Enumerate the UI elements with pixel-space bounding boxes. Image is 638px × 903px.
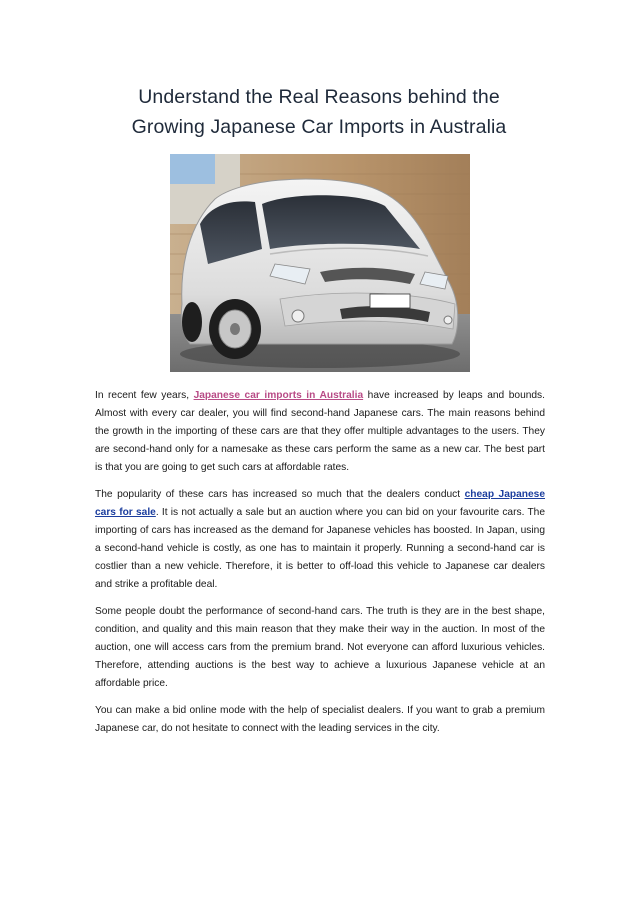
article-body [95,387,545,747]
japanese-car-imports-link[interactable]: Japanese car imports in Australia [193,390,364,401]
paragraph-1-text-a: In recent few years, [95,390,194,401]
title-line-2: Growing Japanese Car Imports in Australia [131,116,507,138]
paragraph-1 [95,387,545,477]
page-title [60,82,578,142]
paragraph-2 [95,486,545,594]
paragraph-1-text-b: have increased by leaps and bounds. Almost with every car dealer, you will find second-hand Japanese cars. The main reasons behind the growth in the importing of these cars are that they offer multiple advantages to the users. They are second-hand only for a namesake as these cars perform the same as a new car. The best part is that you are going to get such cars at affordable rates. [95,390,545,473]
car-illustration [170,154,470,372]
paragraph-2-text-a: The popularity of these cars has increased so much that the dealers conduct [95,489,465,500]
cheap-japanese-cars-link[interactable]: cheap Japanese cars for sale [95,489,545,518]
paragraph-2-text-b: . It is not actually a sale but an auction where you can bid on your favourite cars. The importing of cars has increased as the demand for Japanese vehicles has boosted. In Japan, using a second-hand vehicle is costly, as one has to maintain it properly. Running a second-hand car is costlier than a new vehicle. Therefore, it is better to off-load this vehicle to Japanese car dealers and strike a profitable deal. [95,507,546,590]
paragraph-3: Some people doubt the performance of second-hand cars. The truth is they are in the best shape, condition, and quality and this main reason that they make their way in the auction. In most of the auction, one will access cars from the premium brand. Not everyone can afford luxurious vehicles. Therefore, attending auctions is the best way to achieve a luxurious Japanese vehicle at an affordable price. [95,606,545,689]
paragraph-4: You can make a bid online mode with the help of specialist dealers. If you want to grab a premium Japanese car, do not hesitate to connect with the leading services in the city. [95,705,545,734]
title-line-1: Understand the Real Reasons behind the [138,86,500,108]
car-photo [170,154,470,372]
